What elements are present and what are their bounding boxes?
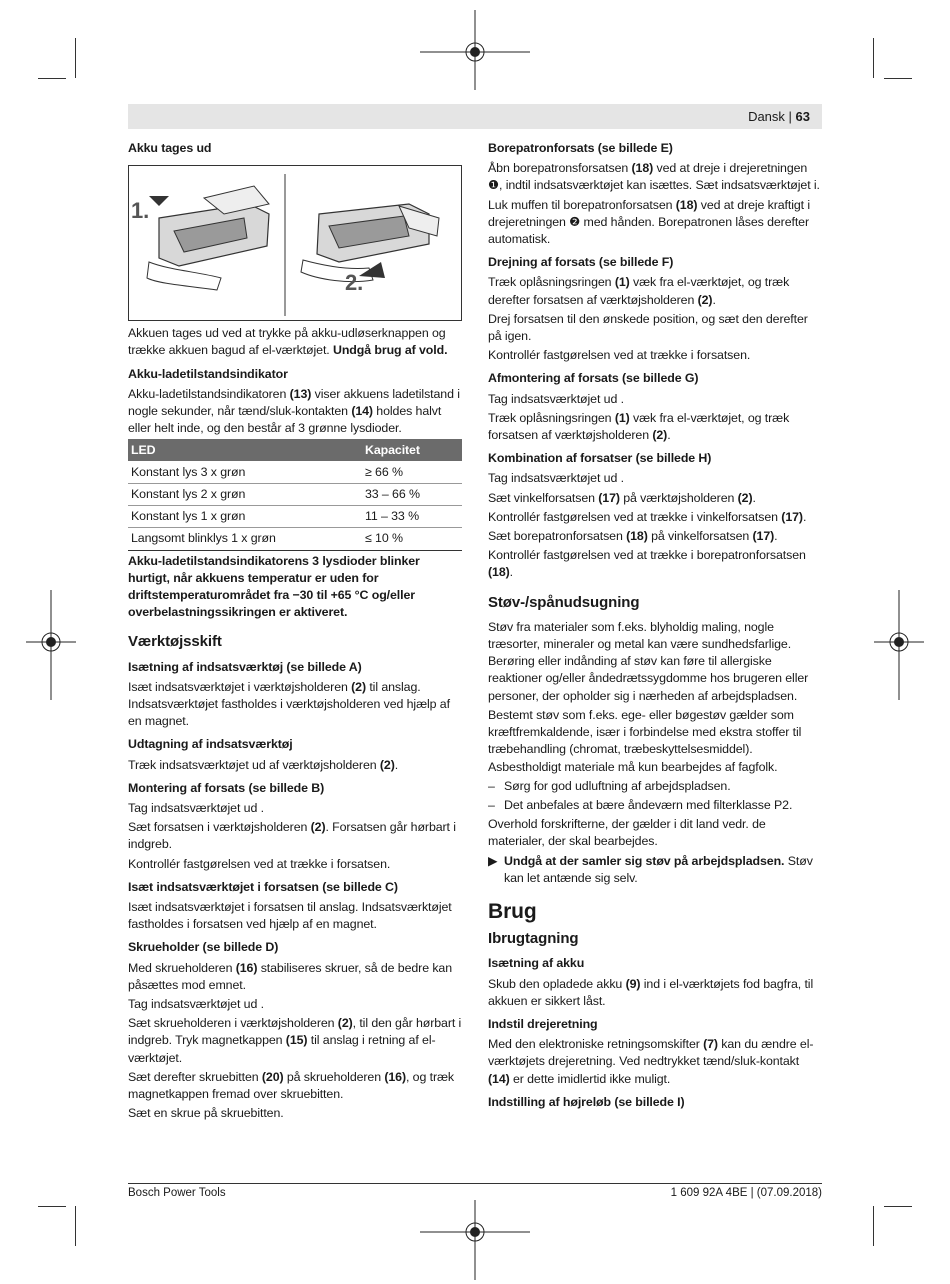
section-heading: Drejning af forsats (se billede F) <box>488 255 674 270</box>
footer-doc-id: 1 609 92A 4BE | (07.09.2018) <box>670 1187 822 1199</box>
crop-mark <box>75 38 76 78</box>
crop-mark <box>873 38 874 78</box>
figure-label-1: 1. <box>131 198 150 224</box>
page-header <box>128 104 822 129</box>
registration-mark-right <box>874 590 924 700</box>
paragraph: Kontrollér fastgørelsen ved at trække i borepatronforsatsen (18). <box>488 548 806 580</box>
paragraph: Isæt indsatsværktøjet i værktøjsholderen (2) til anslag. Indsatsværktøjet fastholdes i værktøjsholderen ved hjælp af en magnet. <box>128 679 450 729</box>
crop-mark <box>38 1206 66 1207</box>
page-number: 63 <box>795 109 810 124</box>
footer-publisher: Bosch Power Tools <box>128 1187 226 1199</box>
section-heading: Ibrugtagning <box>488 930 579 948</box>
section-heading: Kombination af forsatser (se billede H) <box>488 451 712 466</box>
paragraph: Sæt vinkelforsatsen (17) på værktøjsholderen (2). <box>488 490 756 505</box>
paragraph: Med den elektroniske retningsomskifter (7) kan du ændre el-værktøjets drejeretning. Ved nedtrykket tænd/sluk-kontakt (14) er dette imidlertid ikke muligt. <box>488 1037 814 1086</box>
paragraph: Træk oplåsningsringen (1) væk fra el-værktøjet, og træk forsatsen af værktøjsholderen (2). <box>488 410 790 443</box>
paragraph: Tag indsatsværktøjet ud . <box>128 997 264 1011</box>
section-heading: Værktøjsskift <box>128 633 222 651</box>
page-footer <box>128 1183 822 1199</box>
led-capacity-table <box>128 439 462 550</box>
section-heading: Isætning af akku <box>488 956 585 971</box>
paragraph: Kontrollér fastgørelsen ved at trække i forsatsen. <box>488 348 751 363</box>
paragraph: Træk indsatsværktøjet ud af værktøjsholderen (2). <box>128 757 399 772</box>
table-header: Kapacitet <box>362 439 462 461</box>
paragraph: Overhold forskrifterne, der gælder i dit land vedr. de materialer, der skal bearbejdes. <box>488 817 766 849</box>
battery-removal-figure <box>128 165 462 321</box>
triangle-bullet-icon: ▶ <box>488 853 498 868</box>
paragraph: Skub den opladede akku (9) ind i el-værktøjets fod bagfra, til akkuen er sikkert låst. <box>488 976 814 1008</box>
section-heading: Isæt indsatsværktøjet i forsatsen (se billede C) <box>128 879 398 894</box>
table-row: Konstant lys 1 x grøn 11 – 33 % <box>128 506 462 528</box>
crop-mark <box>884 78 912 79</box>
section-heading: Isætning af indsatsværktøj (se billede A) <box>128 659 362 674</box>
paragraph: Drej forsatsen til den ønskede position, og sæt den derefter på igen. <box>488 311 808 344</box>
table-row: Konstant lys 2 x grøn 33 – 66 % <box>128 483 462 505</box>
registration-mark-bottom <box>420 1200 530 1280</box>
paragraph: Akkuen tages ud ved at trykke på akku-udløserknappen og trække akkuen bagud af el-værktøjet. Undgå brug af vold. <box>128 326 448 358</box>
paragraph: Træk oplåsningsringen (1) væk fra el-værktøjet, og træk derefter forsatsen af værktøjsholderen (2). <box>488 275 790 307</box>
paragraph: Luk muffen til borepatronforsatsen (18) ved at dreje kraftigt i drejeretningen ❷ med hånden. Borepatronen låses derefter automatisk. <box>488 197 811 247</box>
registration-mark-top <box>420 10 530 90</box>
section-heading: Skrueholder (se billede D) <box>128 940 279 955</box>
section-heading: Støv-/spånudsugning <box>488 593 640 611</box>
figure-label-2: 2. <box>345 270 364 296</box>
paragraph: Kontrollér fastgørelsen ved at trække i forsatsen. <box>128 856 391 871</box>
paragraph: Bestemt støv som f.eks. ege- eller bøgestøv gælder som kræftfremkaldende, især i forbindelse med ekstra stoffer til træbehandling (chromat, træbeskyttelsesmiddel). Asbestholdigt materiale må kun bearbejdes af fagfolk. <box>488 707 802 774</box>
list-item: – Det anbefales at bære åndeværn med filterklasse P2. <box>488 797 822 814</box>
paragraph: Isæt indsatsværktøjet i forsatsen til anslag. Indsatsværktøjet fastholdes i forsatsen ved hjælp af en magnet. <box>128 899 452 932</box>
header-language: Dansk <box>748 109 785 124</box>
crop-mark <box>873 1206 874 1246</box>
crop-mark <box>75 1206 76 1246</box>
table-header-row <box>128 439 462 461</box>
paragraph: Sæt borepatronforsatsen (18) på vinkelforsatsen (17). <box>488 529 778 544</box>
left-column <box>128 140 462 1124</box>
paragraph: Tag indsatsværktøjet ud . <box>488 471 624 486</box>
section-heading: Afmontering af forsats (se billede G) <box>488 371 699 386</box>
paragraph: Sæt en skrue på skruebitten. <box>128 1106 284 1121</box>
paragraph: Akku-ladetilstandsindikatoren (13) viser akkuens ladetilstand i nogle sekunder, når tænd/sluk-kontakten (14) holdes halvt eller helt inde, og den består af 3 grønne lysdioder. <box>128 386 460 436</box>
warning-text: Akku-ladetilstandsindikatorens 3 lysdioder blinker hurtigt, når akkuens temperatur er uden for driftstemperaturområdet fra −30 til +65 °C og/eller overbelastningssikringen er aktiveret. <box>128 553 420 620</box>
section-heading: Borepatronforsats (se billede E) <box>488 141 673 155</box>
section-heading: Indstilling af højreløb (se billede I) <box>488 1094 685 1109</box>
battery-illustration <box>129 166 461 320</box>
right-column <box>488 140 822 1114</box>
paragraph: Med skrueholderen (16) stabiliseres skruer, så de bedre kan påsættes mod emnet. <box>128 960 453 992</box>
paragraph: Tag indsatsværktøjet ud . <box>488 391 624 406</box>
header-text: Dansk | 63 <box>748 109 810 124</box>
registration-mark-left <box>26 590 76 700</box>
paragraph: Sæt skrueholderen i værktøjsholderen (2), til den går hørbart i indgreb. Tryk magnetkappen (15) til anslag i retning af el-værktøjet. <box>128 1016 462 1065</box>
paragraph: Støv fra materialer som f.eks. blyholdig maling, nogle træsorter, mineraler og metal kan være sundhedsfarlige. Berøring eller indånding af støv kan føre til allergiske reaktioner og/eller åndedrætssygdomme hos brugeren eller personer, der opholder sig i nærheden af arbejdspladsen. <box>488 619 809 703</box>
table-header: LED <box>128 439 362 461</box>
chapter-heading: Brug <box>488 899 537 923</box>
paragraph: Sæt derefter skruebitten (20) på skrueholderen (16), og træk magnetkappen fremad over skruebitten. <box>128 1069 454 1102</box>
table-row: Langsomt blinklys 1 x grøn ≤ 10 % <box>128 528 462 550</box>
crop-mark <box>38 78 66 79</box>
table-row: Konstant lys 3 x grøn ≥ 66 % <box>128 461 462 483</box>
paragraph: Åbn borepatronsforsatsen (18) ved at dreje i drejeretningen ❶, indtil indsatsværktøjet kan isættes. Sæt indsatsværktøjet i. <box>488 161 820 193</box>
list-item: – Sørg for god udluftning af arbejdspladsen. <box>488 778 822 795</box>
section-heading: Montering af forsats (se billede B) <box>128 780 325 795</box>
section-heading: Akku tages ud <box>128 141 212 155</box>
section-heading: Indstil drejeretning <box>488 1016 598 1031</box>
paragraph: Kontrollér fastgørelsen ved at trække i vinkelforsatsen (17). <box>488 509 807 524</box>
paragraph: Sæt forsatsen i værktøjsholderen (2). Forsatsen går hørbart i indgreb. <box>128 820 456 852</box>
section-heading: Udtagning af indsatsværktøj <box>128 737 293 752</box>
section-heading: Akku-ladetilstandsindikator <box>128 366 288 381</box>
safety-note: ▶ Undgå at der samler sig støv på arbejdspladsen. Støv kan let antænde sig selv. <box>488 853 813 885</box>
crop-mark <box>884 1206 912 1207</box>
paragraph: Tag indsatsværktøjet ud . <box>128 800 264 815</box>
